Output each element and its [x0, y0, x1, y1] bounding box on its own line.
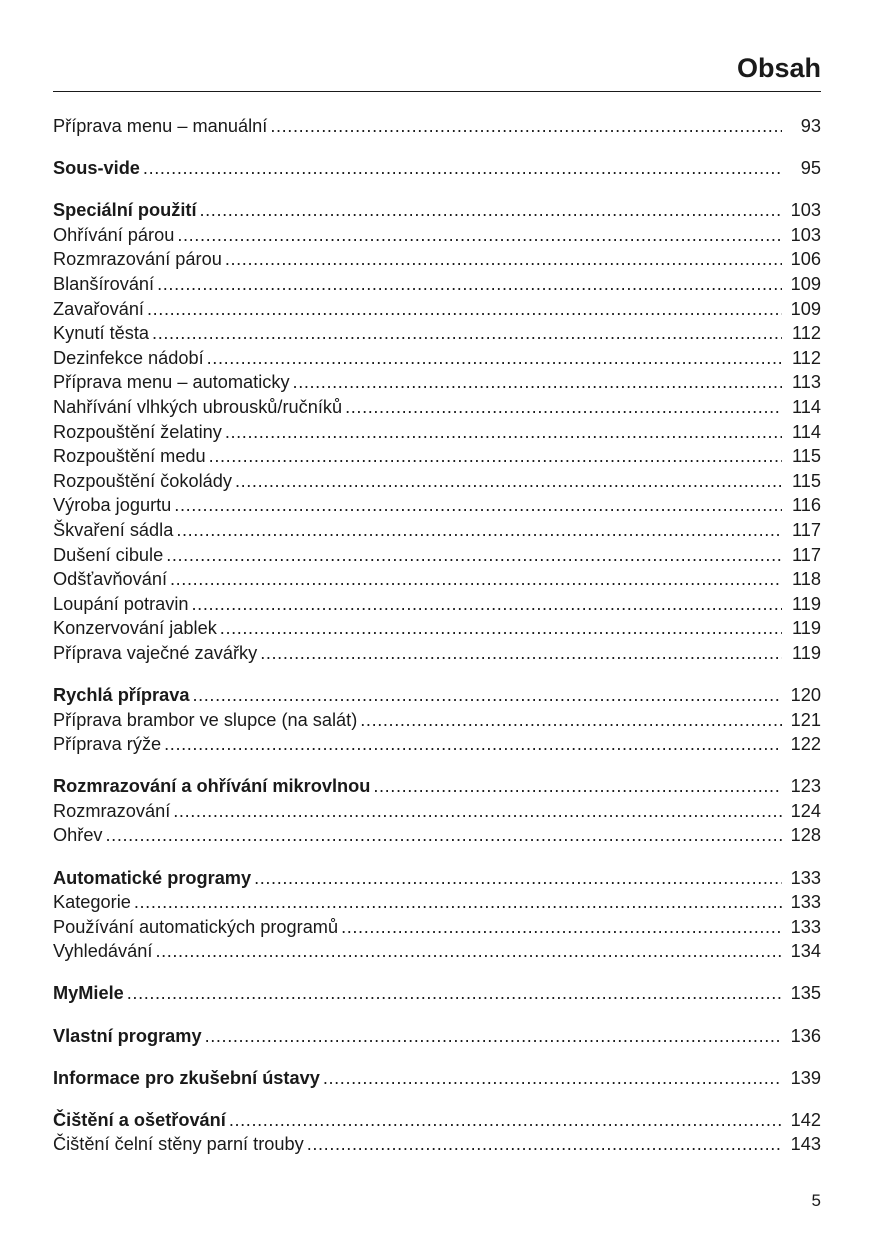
toc-entry-page: 133 [790, 892, 821, 913]
toc-entry-label: Čištění čelní stěny parní trouby [53, 1134, 304, 1155]
toc-entry[interactable] [53, 247, 821, 272]
toc-heading-entry[interactable] [53, 981, 821, 1006]
dot-leader [176, 518, 782, 543]
dot-leader [225, 420, 782, 445]
dot-leader [235, 469, 782, 494]
toc-entry[interactable] [53, 1132, 821, 1157]
page-number: 5 [811, 1191, 821, 1210]
toc-entry-label: Konzervování jablek [53, 618, 217, 639]
dot-leader [192, 592, 782, 617]
dot-leader [192, 683, 782, 708]
toc-entry-page: 116 [792, 495, 821, 516]
dot-leader [173, 799, 782, 824]
toc-entry-label: Blanšírování [53, 273, 155, 294]
toc-entry[interactable] [53, 493, 821, 518]
toc-entry-page: 133 [790, 867, 821, 888]
toc-entry-page: 134 [790, 941, 821, 962]
toc-entry[interactable] [53, 444, 821, 469]
toc-entry-label: Dušení cibule [53, 544, 164, 565]
header-title: Obsah [736, 53, 821, 83]
dot-leader [360, 708, 782, 733]
toc-heading-entry[interactable] [53, 1024, 821, 1049]
toc-entry[interactable] [53, 114, 821, 139]
dot-leader [209, 444, 782, 469]
toc-entry[interactable] [53, 543, 821, 568]
toc-entry-label: Vyhledávání [53, 941, 153, 962]
toc-entry-page: 114 [792, 421, 821, 442]
toc-entry-page: 119 [792, 618, 821, 639]
toc-entry[interactable] [53, 641, 821, 666]
toc-entry-page: 103 [790, 224, 821, 245]
dot-leader [345, 395, 782, 420]
toc-entry-page: 109 [790, 273, 821, 294]
toc-entry-label: Příprava menu – automaticky [53, 372, 290, 393]
toc-entry-page: 128 [790, 825, 821, 846]
toc-entry-label: Rozpouštění medu [53, 446, 206, 467]
toc-entry[interactable] [53, 370, 821, 395]
dot-leader [260, 641, 782, 666]
toc-entry-page: 139 [790, 1067, 821, 1088]
toc-entry-page: 124 [790, 800, 821, 821]
toc-entry-label: Dezinfekce nádobí [53, 347, 204, 368]
toc-entry-page: 103 [790, 200, 821, 221]
toc-section [53, 198, 821, 665]
toc-entry-label: Loupání potravin [53, 593, 189, 614]
dot-leader [270, 114, 782, 139]
toc-entry[interactable] [53, 939, 821, 964]
toc-heading-entry[interactable] [53, 1066, 821, 1091]
toc-entry-label: Automatické programy [53, 867, 252, 888]
dot-leader [155, 939, 782, 964]
toc-entry-page: 120 [790, 684, 821, 705]
dot-leader [174, 493, 782, 518]
toc-entry[interactable] [53, 823, 821, 848]
dot-leader [225, 247, 782, 272]
toc-entry-label: Sous-vide [53, 158, 140, 179]
toc-heading-entry[interactable] [53, 156, 821, 181]
toc-entry-label: Příprava brambor ve slupce (na salát) [53, 709, 358, 730]
toc-section [53, 1024, 821, 1049]
toc-entry[interactable] [53, 616, 821, 641]
toc-section [53, 866, 821, 964]
toc-entry-label: Nahřívání vlhkých ubrousků/ručníků [53, 396, 343, 417]
toc-entry-label: Rozmrazování [53, 800, 171, 821]
toc-entry-page: 113 [792, 372, 821, 393]
dot-leader [207, 346, 782, 371]
toc-entry-label: Rozpouštění želatiny [53, 421, 222, 442]
toc-entry-page: 143 [790, 1134, 821, 1155]
toc-entry-label: Ohřívání párou [53, 224, 175, 245]
toc-entry-label: Zavařování [53, 298, 144, 319]
toc-entry[interactable] [53, 223, 821, 248]
toc-section [53, 114, 821, 139]
toc-entry-label: Odšťavňování [53, 569, 167, 590]
toc-section [53, 774, 821, 848]
dot-leader [152, 321, 782, 346]
header-rule [53, 91, 821, 92]
toc-entry-page: 117 [792, 544, 821, 565]
toc-entry[interactable] [53, 346, 821, 371]
toc-entry[interactable] [53, 272, 821, 297]
toc-entry-label: Výroba jogurtu [53, 495, 172, 516]
toc-entry-label: Rozmrazování a ohřívání mikrovlnou [53, 776, 371, 797]
toc-entry[interactable] [53, 420, 821, 445]
toc-entry-label: Příprava menu – manuální [53, 116, 268, 136]
toc-entry-label: Příprava rýže [53, 734, 162, 755]
toc-entry-page: 119 [792, 593, 821, 614]
toc-section [53, 981, 821, 1006]
toc-entry[interactable] [53, 799, 821, 824]
toc-entry-label: Čištění a ošetřování [53, 1109, 226, 1130]
toc-entry-page: 136 [790, 1025, 821, 1046]
dot-leader [127, 981, 782, 1006]
toc-entry-label: Ohřev [53, 825, 103, 846]
dot-leader [220, 616, 782, 641]
toc-section [53, 1066, 821, 1091]
dot-leader [205, 1024, 782, 1049]
toc-entry-page: 109 [790, 298, 821, 319]
dot-leader [341, 915, 782, 940]
dot-leader [164, 732, 782, 757]
dot-leader [166, 543, 782, 568]
toc-entry[interactable] [53, 469, 821, 494]
toc-entry-page: 119 [792, 642, 821, 663]
dot-leader [147, 297, 782, 322]
toc-entry-page: 106 [790, 249, 821, 270]
toc-section [53, 1108, 821, 1157]
toc-entry-page: 122 [790, 734, 821, 755]
dot-leader [200, 198, 783, 223]
toc-entry-page: 133 [790, 916, 821, 937]
toc-entry[interactable] [53, 592, 821, 617]
dot-leader [143, 156, 782, 181]
toc-entry-page: 135 [790, 983, 821, 1004]
toc-entry[interactable] [53, 915, 821, 940]
toc-entry-page: 115 [792, 446, 821, 467]
toc-entry-page: 118 [792, 569, 821, 590]
toc-entry-label: Informace pro zkušební ústavy [53, 1067, 320, 1088]
dot-leader [373, 774, 782, 799]
toc-heading-entry[interactable] [53, 198, 821, 223]
toc-entry[interactable] [53, 708, 821, 733]
dot-leader [177, 223, 782, 248]
toc-section [53, 156, 821, 181]
dot-leader [229, 1108, 782, 1133]
toc-entry-page: 121 [790, 709, 821, 730]
dot-leader [254, 866, 782, 891]
toc-entry-page: 112 [792, 323, 821, 344]
toc-entry-page: 115 [792, 470, 821, 491]
toc-entry-page: 112 [792, 347, 821, 368]
dot-leader [323, 1066, 782, 1091]
dot-leader [293, 370, 782, 395]
toc-entry-page: 93 [800, 116, 821, 136]
dot-leader [157, 272, 782, 297]
toc-entry[interactable] [53, 321, 821, 346]
dot-leader [170, 567, 782, 592]
toc-entry-page: 123 [790, 776, 821, 797]
toc-entry[interactable] [53, 732, 821, 757]
dot-leader [134, 890, 782, 915]
toc-entry-label: Kynutí těsta [53, 323, 150, 344]
toc-entry-label: Rozpouštění čokolády [53, 470, 232, 491]
toc-entry[interactable] [53, 567, 821, 592]
toc-entry-label: Vlastní programy [53, 1025, 202, 1046]
dot-leader [106, 823, 782, 848]
toc-entry-label: Rychlá příprava [53, 684, 190, 705]
toc-heading-entry[interactable] [53, 1108, 821, 1133]
toc-heading-entry[interactable] [53, 774, 821, 799]
toc-entry-label: Škvaření sádla [53, 519, 174, 540]
toc-entry[interactable] [53, 395, 821, 420]
toc-entry[interactable] [53, 518, 821, 543]
toc-entry-label: Kategorie [53, 892, 131, 913]
toc-entry-page: 95 [800, 158, 821, 179]
table-of-contents [53, 114, 821, 1157]
toc-entry-label: Rozmrazování párou [53, 249, 222, 270]
toc-entry[interactable] [53, 297, 821, 322]
toc-entry[interactable] [53, 890, 821, 915]
toc-heading-entry[interactable] [53, 683, 821, 708]
toc-entry-label: MyMiele [53, 983, 124, 1004]
dot-leader [307, 1132, 782, 1157]
toc-section [53, 683, 821, 757]
toc-heading-entry[interactable] [53, 866, 821, 891]
toc-entry-label: Používání automatických programů [53, 916, 339, 937]
toc-entry-page: 142 [790, 1109, 821, 1130]
toc-entry-label: Speciální použití [53, 200, 197, 221]
toc-entry-label: Příprava vaječné zavářky [53, 642, 258, 663]
toc-entry-page: 114 [792, 396, 821, 417]
toc-entry-page: 117 [792, 519, 821, 540]
